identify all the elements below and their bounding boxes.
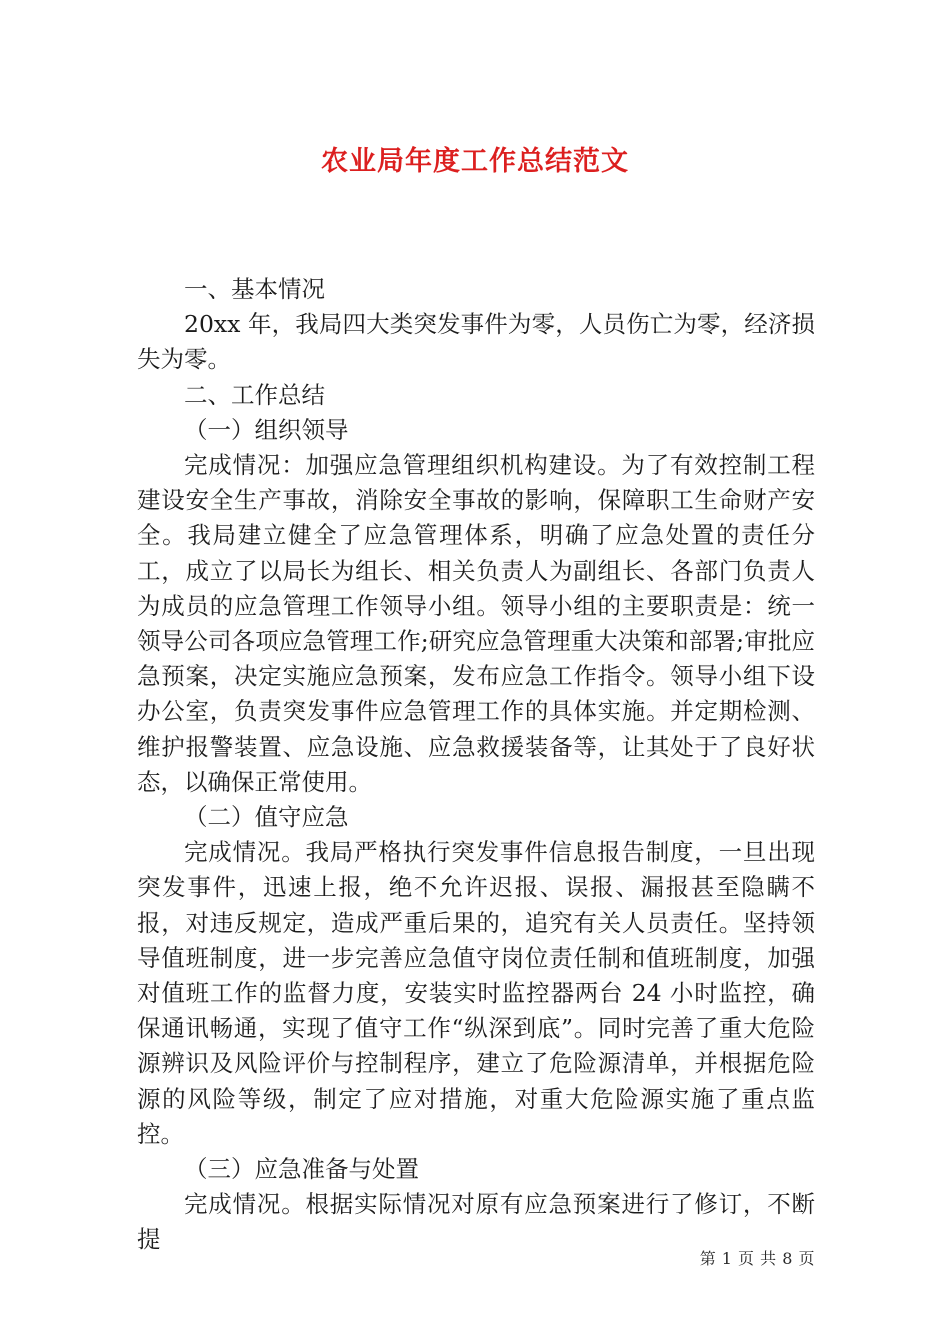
- section-subheading: （三）应急准备与处置: [184, 1155, 419, 1184]
- document-body: [137, 272, 815, 1258]
- section-subheading: （一）组织领导: [184, 415, 349, 444]
- section-heading: 二、工作总结: [184, 380, 325, 409]
- page-title: 农业局年度工作总结范文: [321, 146, 629, 178]
- body-paragraph: 完成情况。根据实际情况对原有应急预案进行了修订，不断提: [137, 1190, 815, 1254]
- section-heading: 一、基本情况: [184, 275, 325, 303]
- body-paragraph: 完成情况。我局严格执行突发事件信息报告制度，一旦出现突发事件，迅速上报，绝不允许迟报、误报、漏报甚至隐瞒不报，对违反规定，造成严重后果的，追究有关人员责任。坚持领导值班制度，进一步完善应急值守岗位责任制和值班制度，加强对值班工作的监督力度，安装实时监控器两台 24 小时监控，确保通讯畅通，实现了值守工作“纵深到底”。同时完善了重大危险源辨识及风险评价与控制程序，建立了危险源清单，并根据危险源的风险等级，制定了应对措施，对重大危险源实施了重点监控。: [137, 838, 815, 1148]
- page-footer: 第 1 页 共 8 页: [699, 1249, 815, 1268]
- body-paragraph: 完成情况：加强应急管理组织机构建设。为了有效控制工程建设安全生产事故，消除安全事故的影响，保障职工生命财产安全。我局建立健全了应急管理体系，明确了应急处置的责任分工，成立了以局长为组长、相关负责人为副组长、各部门负责人为成员的应急管理工作领导小组。领导小组的主要职责是：统一领导公司各项应急管理工作;研究应急管理重大决策和部署;审批应急预案，决定实施应急预案，发布应急工作指令。领导小组下设办公室，负责突发事件应急管理工作的具体实施。并定期检测、维护报警装置、应急设施、应急救援装备等，让其处于了良好状态，以确保正常使用。: [137, 451, 815, 796]
- body-paragraph: 20xx 年，我局四大类突发事件为零，人员伤亡为零，经济损失为零。: [137, 310, 815, 374]
- section-subheading: （二）值守应急: [184, 803, 349, 832]
